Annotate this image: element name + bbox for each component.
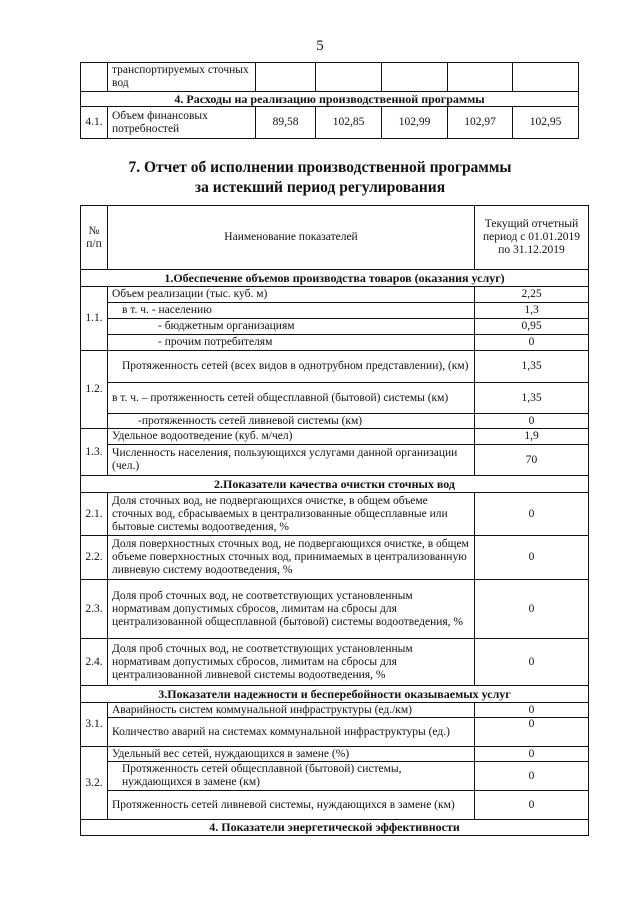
section-header xyxy=(81,476,589,493)
table-row xyxy=(81,107,579,139)
table-header-row xyxy=(81,206,589,270)
row-name: Протяженность сетей (всех видов в однотрубном представлении), (км) xyxy=(108,351,475,383)
value-cell: 102,85 xyxy=(316,107,382,139)
value-cell: 0 xyxy=(475,703,589,718)
row-name: в т. ч. – протяженность сетей общесплавной (бытовой) системы (км) xyxy=(108,383,475,414)
value-cell: 102,97 xyxy=(448,107,513,139)
value-cell: 1,35 xyxy=(475,383,589,414)
row-name: Доля сточных вод, не подвергающихся очистке, в общем объеме сточных вод, сбрасываемых в централизованные общесплавные или бытовые системы водоотведения, % xyxy=(108,493,475,536)
table-row xyxy=(81,351,589,383)
row-number: 3.2. xyxy=(81,747,108,820)
table-row xyxy=(81,383,589,414)
row-name: Аварийность систем коммунальной инфраструктуры (ед./км) xyxy=(108,703,475,718)
row-name: Удельное водоотведение (куб. м/чел) xyxy=(108,429,475,445)
value-cell: 0 xyxy=(475,580,589,639)
header-name: Наименование показателей xyxy=(108,206,475,270)
row-number: 2.4. xyxy=(81,639,108,686)
row-number: 2.2. xyxy=(81,536,108,580)
section-header xyxy=(81,270,589,287)
value-cell: 89,58 xyxy=(256,107,316,139)
continuation-table xyxy=(80,62,579,139)
report-table xyxy=(80,205,589,836)
row-number: 1.3. xyxy=(81,429,108,476)
row-name: Доля поверхностных сточных вод, не подвергающихся очистке, в общем объеме поверхностных сточных вод, принимаемых в централизованную ливневую систему водоотведения, % xyxy=(108,536,475,580)
value-cell: 0 xyxy=(475,335,589,351)
section-3-title: 3.Показатели надежности и бесперебойности оказываемых услуг xyxy=(81,686,589,703)
section-2-title: 2.Показатели качества очистки сточных вод xyxy=(81,476,589,493)
table-row xyxy=(81,747,589,762)
row-name: -протяженность сетей ливневой системы (км) xyxy=(108,414,475,429)
report-title-line-2: за истекший период регулирования xyxy=(194,179,446,196)
section-4-expenses-title: 4. Расходы на реализацию производственной программы xyxy=(81,92,579,107)
section-4-title: 4. Показатели энергетической эффективности xyxy=(81,820,589,836)
table-row xyxy=(81,445,589,476)
row-name: Объем финансовых потребностей xyxy=(108,107,256,139)
value-cell: 0 xyxy=(475,493,589,536)
value-cell: 0 xyxy=(475,639,589,686)
row-name: Протяженность сетей общесплавной (бытовой) системы, нуждающихся в замене (км) xyxy=(108,762,475,791)
page-number: 5 xyxy=(316,38,324,54)
value-cell: 0 xyxy=(475,747,589,762)
value-cell: 0 xyxy=(475,762,589,791)
value-cell: 0 xyxy=(475,414,589,429)
value-cell: 102,99 xyxy=(382,107,448,139)
row-name: Доля проб сточных вод, не соответствующих установленным нормативам допустимых сбросов, лимитам на сбросы для централизованной ливневой системы водоотведения, % xyxy=(108,639,475,686)
report-title xyxy=(0,158,640,198)
table-row xyxy=(81,762,589,791)
table-row xyxy=(81,429,589,445)
table-row xyxy=(81,63,579,92)
row-name: Доля проб сточных вод, не соответствующих установленным нормативам допустимых сбросов, лимитам на сбросы для централизованной общесплавной (бытовой) системы водоотведения, % xyxy=(108,580,475,639)
table-row xyxy=(81,703,589,718)
row-name: Объем реализации (тыс. куб. м) xyxy=(108,287,475,303)
table-row xyxy=(81,303,589,319)
report-title-line-1: 7. Отчет об исполнении производственной программы xyxy=(128,159,512,176)
value-cell: 0 xyxy=(475,718,589,747)
value-cell: 1,9 xyxy=(475,429,589,445)
table-row xyxy=(81,414,589,429)
table-row xyxy=(81,536,589,580)
row-number: 2.3. xyxy=(81,580,108,639)
table-row xyxy=(81,335,589,351)
section-header xyxy=(81,686,589,703)
table-row xyxy=(81,639,589,686)
value-cell: 70 xyxy=(475,445,589,476)
row-name: Удельный вес сетей, нуждающихся в замене (%) xyxy=(108,747,475,762)
row-number: 1.2. xyxy=(81,351,108,429)
table-row xyxy=(81,287,589,303)
header-number: № п/п xyxy=(81,206,108,270)
value-cell: 1,35 xyxy=(475,351,589,383)
value-cell: 0 xyxy=(475,791,589,820)
row-name: - прочим потребителям xyxy=(108,335,475,351)
value-cell: 1,3 xyxy=(475,303,589,319)
row-name: в т. ч. - населению xyxy=(108,303,475,319)
value-cell: 0,95 xyxy=(475,319,589,335)
table-row xyxy=(81,791,589,820)
row-number: 4.1. xyxy=(81,107,108,139)
value-cell: 2,25 xyxy=(475,287,589,303)
value-cell: 0 xyxy=(475,536,589,580)
row-number: 2.1. xyxy=(81,493,108,536)
table-row xyxy=(81,319,589,335)
row-name: Протяженность сетей ливневой системы, нуждающихся в замене (км) xyxy=(108,791,475,820)
header-period: Текущий отчетный период с 01.01.2019 по 31.12.2019 xyxy=(475,206,589,270)
row-name: Количество аварий на системах коммунальной инфраструктуры (ед.) xyxy=(108,718,475,747)
section-header xyxy=(81,92,579,107)
row-number: 3.1. xyxy=(81,703,108,747)
row-name: - бюджетным организациям xyxy=(108,319,475,335)
row-name: Численность населения, пользующихся услугами данной организации (чел.) xyxy=(108,445,475,476)
value-cell: 102,95 xyxy=(513,107,579,139)
table-row xyxy=(81,493,589,536)
table-row xyxy=(81,580,589,639)
row-name: транспортируемых сточных вод xyxy=(108,63,256,92)
section-1-title: 1.Обеспечение объемов производства товаров (оказания услуг) xyxy=(81,270,589,287)
table-row xyxy=(81,718,589,747)
section-header xyxy=(81,820,589,836)
row-number: 1.1. xyxy=(81,287,108,351)
